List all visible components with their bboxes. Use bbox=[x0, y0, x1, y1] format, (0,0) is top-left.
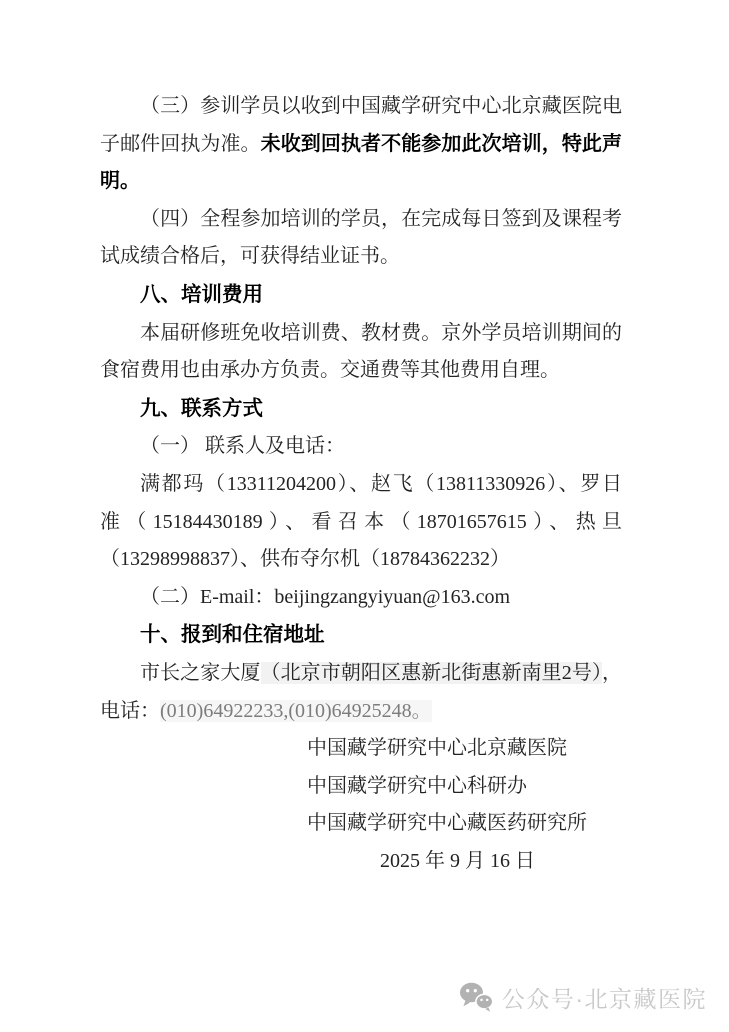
para-3-line-3 bbox=[100, 163, 622, 201]
para-3-line-1 bbox=[100, 88, 622, 126]
wechat-footer bbox=[459, 981, 707, 1014]
text-segment-bold: 明。 bbox=[100, 170, 140, 193]
signature-org-3 bbox=[100, 805, 622, 843]
text-segment-body: 市长之家大厦 bbox=[140, 661, 261, 684]
para-4-line-1 bbox=[100, 201, 622, 239]
contacts-line-2 bbox=[100, 504, 622, 542]
text-segment-body: 中国藏学研究中心北京藏医院 bbox=[307, 737, 567, 760]
text-segment-body: ， bbox=[602, 661, 622, 684]
text-segment-body: 试成绩合格后，可获得结业证书。 bbox=[100, 245, 400, 268]
text-segment-heading: 八、培训费用 bbox=[140, 282, 263, 306]
text-segment-body: 2025 年 9 月 16 日 bbox=[380, 849, 535, 872]
contact-subheading bbox=[100, 428, 622, 466]
notice-body bbox=[100, 88, 622, 880]
heading-section-10 bbox=[100, 616, 622, 655]
date-line bbox=[100, 843, 622, 881]
heading-section-9 bbox=[100, 390, 622, 429]
phone-line bbox=[100, 693, 622, 731]
text-segment-body: 子邮件回执为准。 bbox=[100, 132, 261, 155]
para-4-line-2 bbox=[100, 238, 622, 276]
text-segment-heading: 十、报到和住宿地址 bbox=[140, 623, 325, 647]
heading-section-8 bbox=[100, 276, 622, 315]
text-segment-body: 本届研修班免收培训费、教材费。京外学员培训期间的 bbox=[140, 321, 622, 344]
text-segment-body: （13298998837）、供布夺尔机（18784362232） bbox=[100, 548, 510, 571]
address-line bbox=[100, 655, 622, 693]
text-segment-body: 食宿费用也由承办方负责。交通费等其他费用自理。 bbox=[100, 359, 560, 382]
text-segment-body: 电话： bbox=[100, 699, 160, 722]
signature-org-2 bbox=[100, 768, 622, 806]
text-segment-body: （四）全程参加培训的学员，在完成每日签到及课程考 bbox=[140, 207, 622, 230]
wechat-icon bbox=[459, 982, 493, 1013]
signature-org-1 bbox=[100, 730, 622, 768]
fees-line-2 bbox=[100, 352, 622, 390]
text-segment-body: 满都玛（13311204200）、赵飞（13811330926）、罗日 bbox=[140, 472, 622, 495]
email-line bbox=[100, 579, 622, 617]
text-segment-body: 准（15184430189）、看召本（18701657615）、热旦 bbox=[100, 510, 622, 533]
text-segment-body: （一） 联系人及电话： bbox=[140, 435, 345, 458]
contacts-line-3 bbox=[100, 541, 622, 579]
text-segment-body: （二）E-mail：beijingzangyiyuan@163.com bbox=[140, 585, 511, 608]
text-segment-phone: (010)64922233,(010)64925248。 bbox=[160, 699, 432, 722]
text-segment-body: 中国藏学研究中心科研办 bbox=[307, 774, 527, 797]
text-segment-body: 中国藏学研究中心藏医药研究所 bbox=[307, 812, 587, 835]
text-segment-heading: 九、联系方式 bbox=[140, 396, 263, 420]
wechat-account-label: 公众号·北京藏医院 bbox=[501, 986, 707, 1012]
text-segment-bold: 未收到回执者不能参加此次培训，特此声 bbox=[260, 132, 623, 155]
fees-line-1 bbox=[100, 315, 622, 353]
contacts-line-1 bbox=[100, 466, 622, 504]
text-segment-body: （三）参训学员以收到中国藏学研究中心北京藏医院电 bbox=[140, 95, 622, 117]
para-3-line-2 bbox=[100, 126, 622, 164]
text-segment-highlight: （北京市朝阳区惠新北街惠新南里2号） bbox=[260, 661, 602, 684]
